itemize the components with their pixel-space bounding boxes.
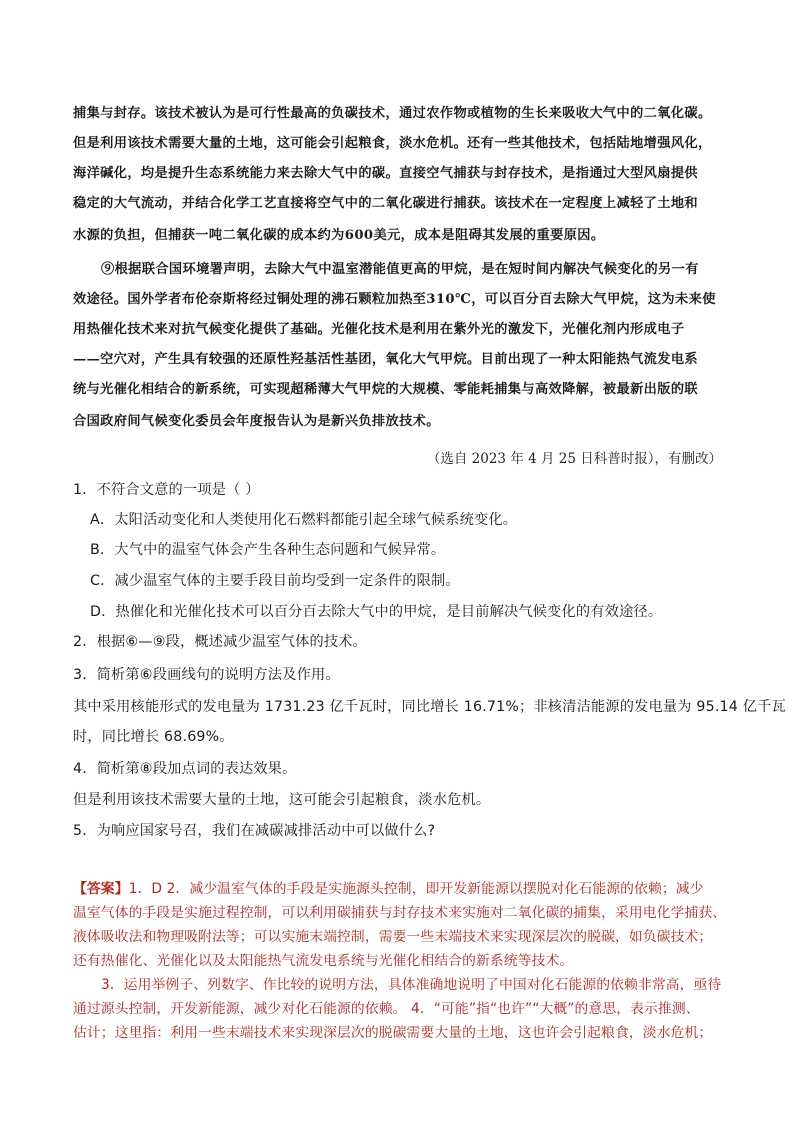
question-3-text: 其中采用核能形式的发电量为 1731.23 亿千瓦时，同比增长 16.71%；非核清洁能源的发电量为 95.14 亿千瓦 (73, 699, 786, 715)
passage-line: 但是利用该技术需要大量的土地，这可能会引起粮食，淡水危机。还有一些其他技术，包括陆地增强风化， (73, 136, 712, 151)
answer-line: 温室气体的手段是实施过程控制，可以利用碳捕获与封存技术来实施对二氧化碳的捕集，采用电化学捕获、 (73, 905, 727, 921)
passage-line: ⑨根据联合国环境署声明，去除大气中温室潜能值更高的甲烷，是在短时间内解决气候变化的另一有 (101, 262, 699, 277)
question-3-text: 时，同比增长 68.69%。 (73, 729, 234, 745)
question-4: 4．简析第⑧段加点词的表达效果。 (73, 761, 297, 777)
option-b: B．大气中的温室气体会产生各种生态问题和气候异常。 (90, 542, 446, 558)
option-d: D．热催化和光催化技术可以百分百去除大气中的甲烷，是目前解决气候变化的有效途径。 (90, 604, 663, 620)
answer-line (73, 877, 704, 897)
answer-tag: 【答案】 (73, 881, 129, 897)
passage-line: 水源的负担，但捕获一吨二氧化碳的成本约为600美元，成本是阻碍其发展的重要原因。 (73, 228, 605, 243)
source-note: （选自 2023 年 4 月 25 日科普时报），有删改） (426, 451, 722, 467)
passage-line: 捕集与封存。该技术被认为是可行性最高的负碳技术，通过农作物或植物的生长来吸收大气中的二氧化碳。 (73, 106, 712, 121)
question-3: 3．简析第⑥段画线句的说明方法及作用。 (73, 667, 340, 683)
option-c: C．减少温室气体的主要手段目前均受到一定条件的限制。 (90, 573, 460, 589)
passage-line: 海洋碱化，均是提升生态系统能力来去除大气中的碳。直接空气捕获与封存技术，是指通过大型风扇提供 (73, 166, 699, 181)
passage-line: 效途径。国外学者布伦奈斯将经过铜处理的沸石颗粒加热至310℃，可以百分百去除大气甲烷，这为未来使 (73, 292, 716, 307)
passage-line: 用热催化技术来对抗气候变化提供了基础。光催化技术是利用在紫外光的激发下，光催化剂内形成电子 (73, 322, 685, 337)
option-a: A．太阳活动变化和人类使用化石燃料都能引起全球气候系统变化。 (90, 512, 518, 528)
passage-line: 合国政府间气候变化委员会年度报告认为是新兴负排放技术。 (73, 414, 440, 429)
answer-line: 还有热催化、光催化以及太阳能热气流发电系统与光催化相结合的新系统等技术。 (73, 953, 574, 969)
question-1: 1．不符合文意的一项是（ ） (73, 482, 260, 498)
answer-line: 液体吸收法和物理吸附法等；可以实施末端控制，需要一些末端技术来实现深层次的脱碳，如负碳技术； (73, 929, 713, 945)
passage-line: ——空穴对，产生具有较强的还原性羟基活性基团，氧化大气甲烷。目前出现了一种太阳能热气流发电系 (73, 352, 699, 367)
question-2: 2．根据⑥—⑨段，概述减少温室气体的技术。 (73, 634, 368, 650)
question-4-text: 但是利用该技术需要大量的土地，这可能会引起粮食，淡水危机。 (73, 792, 491, 808)
answer-line: 3．运用举例子、列数字、作比较的说明方法，具体准确地说明了中国对化石能源的依赖非常高，亟待 (101, 977, 722, 993)
question-5: 5．为响应国家号召，我们在减碳减排活动中可以做什么? (73, 823, 436, 839)
answer-text: 1．D 2．减少温室气体的手段是实施源头控制，即开发新能源以摆脱对化石能源的依赖；减少 (128, 881, 704, 897)
passage-line: 稳定的大气流动，并结合化学工艺直接将空气中的二氧化碳进行捕获。该技术在一定程度上减轻了土地和 (73, 196, 699, 211)
passage-line: 统与光催化相结合的新系统，可实现超稀薄大气甲烷的大规模、零能耗捕集与高效降解，被最新出版的联 (73, 382, 699, 397)
answer-line: 通过源头控制，开发新能源，减少对化石能源的依赖。 4．“可能”指“也许”“大概”的意思，表示推测、 (73, 1001, 700, 1017)
answer-line: 估计；这里指：利用一些末端技术来实现深层次的脱碳需要大量的土地，这也许会引起粮食，淡水危机； (73, 1025, 713, 1041)
